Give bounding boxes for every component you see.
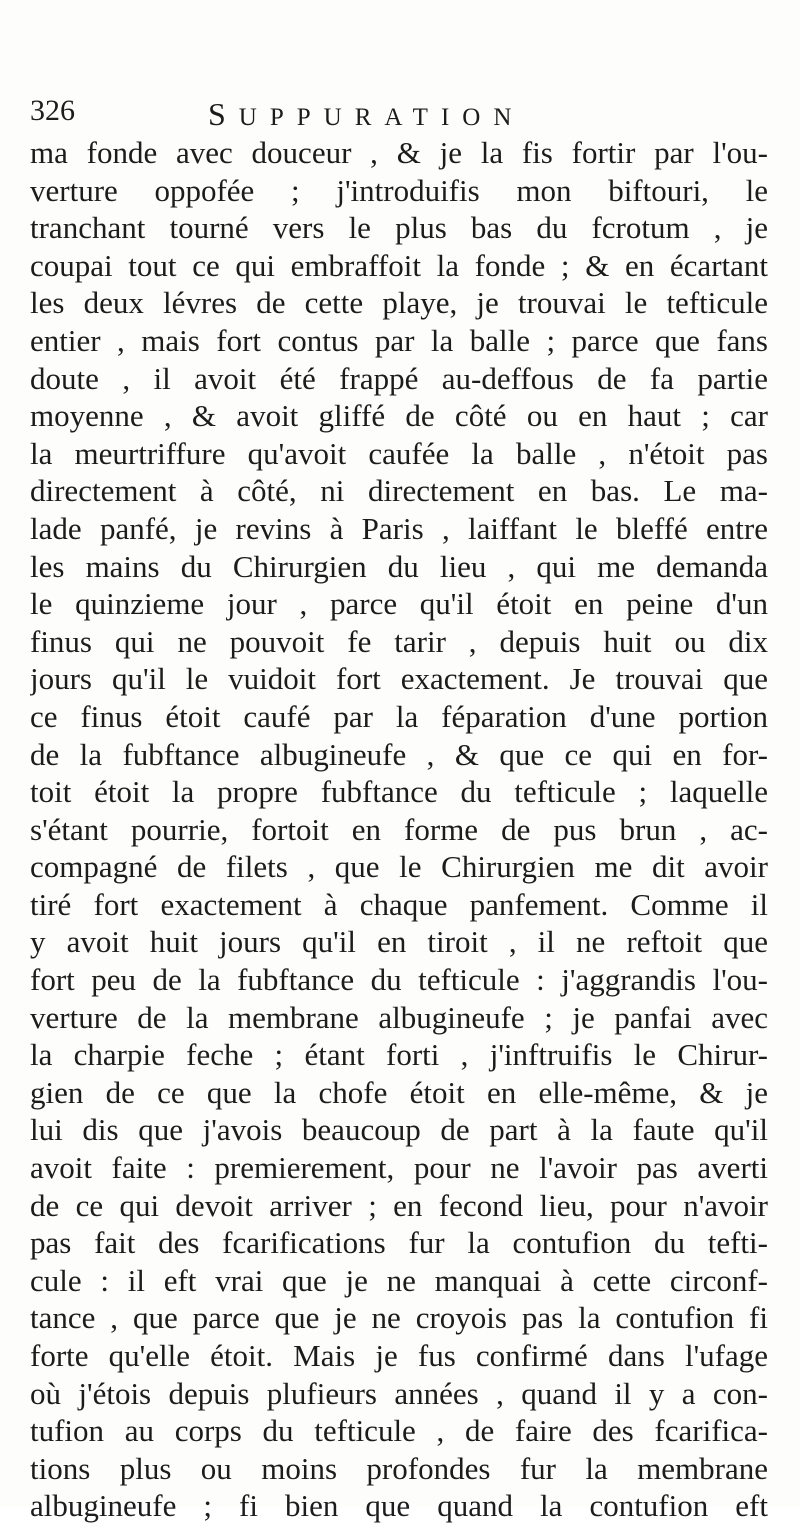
text-line: doute , il avoit été frappé au-deffous de fa partie — [30, 360, 768, 396]
running-head-initial: S — [208, 96, 239, 132]
text-line: s'étant pourrie, fortoit en forme de pus brun , ac- — [30, 811, 768, 847]
text-line: de ce qui devoit arriver ; en fecond lieu, pour n'avoir — [30, 1187, 768, 1223]
text-line: verture oppofée ; j'introduifis mon biftouri, le — [30, 172, 768, 208]
text-line: la meurtriffure qu'avoit caufée la balle , n'étoit pas — [30, 435, 768, 471]
text-line: toit étoit la propre fubftance du tefticule ; laquelle — [30, 774, 768, 810]
text-line: tiré fort exactement à chaque panfement. Comme il — [30, 886, 768, 922]
text-line: coupai tout ce qui embraffoit la fonde ; & en écartant — [30, 247, 768, 283]
text-line: albugineufe ; fi bien que quand la contufion eft — [30, 1488, 768, 1524]
text-line: forte qu'elle étoit. Mais je fus confirmé dans l'ufage — [30, 1338, 768, 1373]
text-line: de la fubftance albugineufe , & que ce qui en for- — [30, 736, 768, 772]
text-line: avoit faite : premierement, pour ne l'avoir pas averti — [30, 1150, 768, 1186]
text-line: directement à côté, ni directement en bas. Le ma- — [30, 473, 768, 509]
text-line: ce finus étoit caufé par la féparation d'une portion — [30, 698, 768, 734]
text-line: le quinzieme jour , parce qu'il étoit en peine d'un — [30, 586, 768, 622]
text-line: tance , que parce que je ne croyois pas la contufion fi — [30, 1300, 768, 1336]
text-line: fort peu de la fubftance du tefticule : j'aggrandis l'ou- — [30, 962, 768, 998]
text-line: entier , mais fort contus par la balle ; parce que fans — [30, 322, 768, 358]
text-line: la charpie feche ; étant forti , j'inftruifis le Chirur- — [30, 1037, 768, 1073]
body-text — [30, 134, 768, 1525]
text-line: tufion au corps du tefticule , de faire des fcarifica- — [30, 1413, 768, 1449]
text-line: où j'étois depuis plufieurs années , quand il y a con- — [30, 1375, 768, 1411]
text-line: les mains du Chirurgien du lieu , qui me demanda — [30, 548, 768, 584]
text-line: lui dis que j'avois beaucoup de part à la faute qu'il — [30, 1112, 768, 1148]
text-line: compagné de filets , que le Chirurgien me dit avoir — [30, 849, 768, 885]
page-number: 326 — [30, 94, 75, 127]
text-line: tions plus ou moins profondes fur la membrane — [30, 1450, 768, 1486]
running-head — [208, 96, 524, 133]
text-line: les deux lévres de cette playe, je trouvai le tefticule — [30, 285, 768, 321]
text-line: verture de la membrane albugineufe ; je panfai avec — [30, 999, 768, 1035]
text-line: lade panfé, je revins à Paris , laiffant le bleffé entre — [30, 510, 768, 546]
text-line: finus qui ne pouvoit fe tarir , depuis huit ou dix — [30, 623, 768, 659]
page-header — [30, 94, 770, 138]
text-line: ma fonde avec douceur , & je la fis fortir par l'ou- — [30, 135, 768, 170]
text-line: moyenne , & avoit gliffé de côté ou en haut ; car — [30, 398, 768, 434]
text-line: gien de ce que la chofe étoit en elle-même, & je — [30, 1074, 768, 1110]
text-line: tranchant tourné vers le plus bas du fcrotum , je — [30, 210, 768, 246]
text-line: cule : il eft vrai que je ne manquai à cette circonf- — [30, 1262, 768, 1298]
text-line: y avoit huit jours qu'il en tiroit , il ne reftoit que — [30, 924, 768, 960]
text-line: jours qu'il le vuidoit fort exactement. Je trouvai que — [30, 661, 768, 697]
running-head-rest: UPPURATION — [238, 104, 525, 131]
text-line: pas fait des fcarifications fur la contufion du tefti- — [30, 1225, 768, 1261]
